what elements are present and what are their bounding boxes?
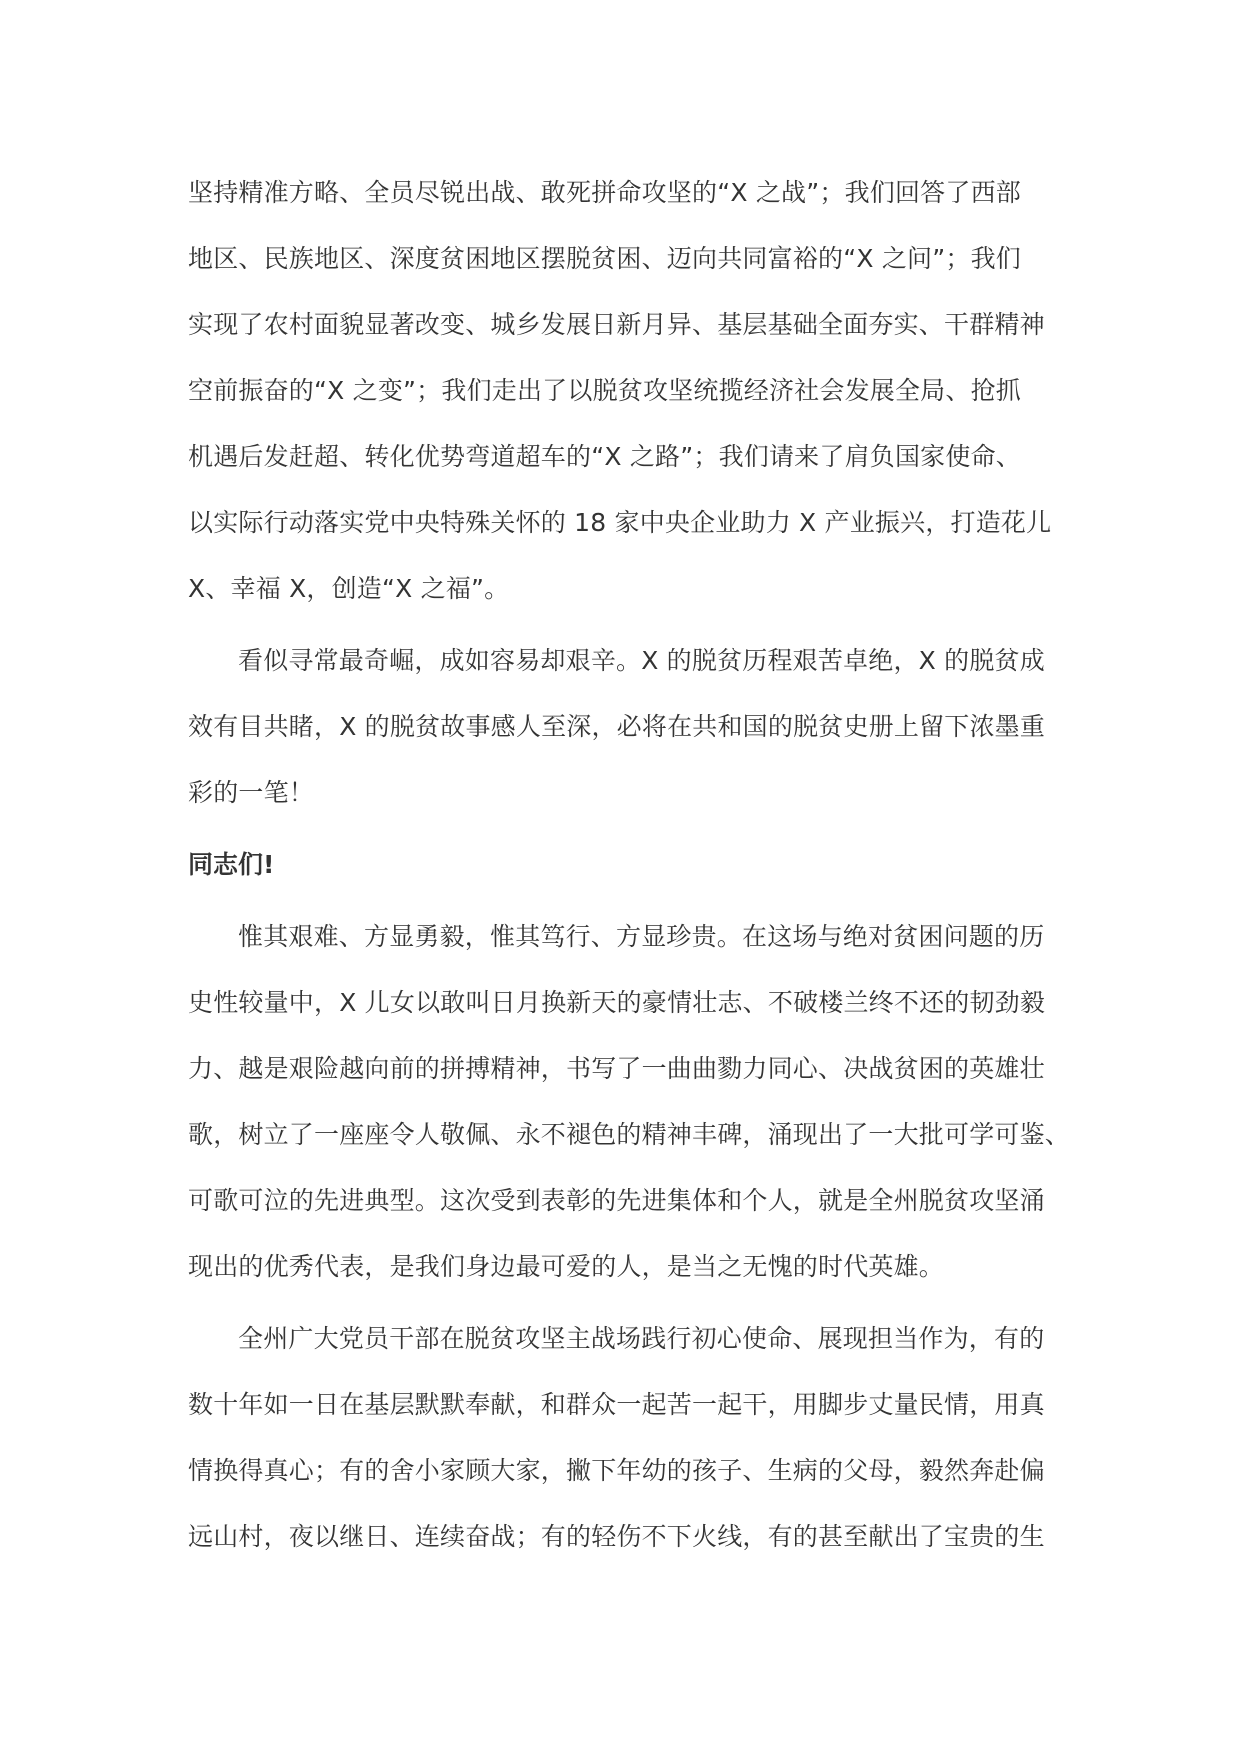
text-line: 空前振奋的“X 之变”；我们走出了以脱贫攻坚统揽经济社会发展全局、抢抓 — [188, 376, 1021, 405]
text-line: 彩的一笔！ — [188, 778, 315, 807]
text-line: 实现了农村面貌显著改变、城乡发展日新月异、基层基础全面夯实、干群精神 — [188, 310, 1045, 339]
text-line-first: 全州广大党员干部在脱贫攻坚主战场践行初心使命、展现担当作为，有的 — [238, 1324, 1045, 1353]
document-body — [188, 160, 1071, 1570]
text-line: 地区、民族地区、深度贫困地区摆脱贫困、迈向共同富裕的“X 之问”；我们 — [188, 244, 1021, 273]
text-line: 机遇后发赶超、转化优势弯道超车的“X 之路”；我们请来了肩负国家使命、 — [188, 442, 1021, 471]
text-line: 坚持精准方略、全员尽锐出战、敢死拼命攻坚的“X 之战”；我们回答了西部 — [188, 178, 1021, 207]
section-heading: 同志们! — [188, 850, 275, 879]
text-line: 现出的优秀代表，是我们身边最可爱的人，是当之无愧的时代英雄。 — [188, 1252, 945, 1281]
text-line-first: 惟其艰难、方显勇毅，惟其笃行、方显珍贵。在这场与绝对贫困问题的历 — [238, 922, 1045, 951]
paragraph — [188, 1306, 1060, 1570]
text-line: 远山村，夜以继日、连续奋战；有的轻伤不下火线，有的甚至献出了宝贵的生 — [188, 1522, 1045, 1551]
paragraph — [188, 628, 1060, 826]
text-line: X、幸福 X，创造“X 之福”。 — [188, 574, 510, 603]
text-line: 力、越是艰险越向前的拼搏精神，书写了一曲曲勠力同心、决战贫困的英雄壮 — [188, 1054, 1045, 1083]
paragraph-continuation — [188, 160, 1060, 622]
text-line: 可歌可泣的先进典型。这次受到表彰的先进集体和个人，就是全州脱贫攻坚涌 — [188, 1186, 1045, 1215]
text-line: 情换得真心；有的舍小家顾大家，撇下年幼的孩子、生病的父母，毅然奔赴偏 — [188, 1456, 1045, 1485]
text-line: 以实际行动落实党中央特殊关怀的 18 家中央企业助力 X 产业振兴，打造花儿 — [188, 508, 1052, 537]
text-line: 数十年如一日在基层默默奉献，和群众一起苦一起干，用脚步丈量民情，用真 — [188, 1390, 1045, 1419]
text-line: 效有目共睹，X 的脱贫故事感人至深，必将在共和国的脱贫史册上留下浓墨重 — [188, 712, 1046, 741]
text-line: 史性较量中，X 儿女以敢叫日月换新天的豪情壮志、不破楼兰终不还的韧劲毅 — [188, 988, 1046, 1017]
text-line-first: 看似寻常最奇崛，成如容易却艰辛。X 的脱贫历程艰苦卓绝，X 的脱贫成 — [238, 646, 1045, 675]
paragraph — [188, 904, 1071, 1300]
text-line: 歌，树立了一座座令人敬佩、永不褪色的精神丰碑，涌现出了一大批可学可鉴、 — [188, 1120, 1071, 1149]
